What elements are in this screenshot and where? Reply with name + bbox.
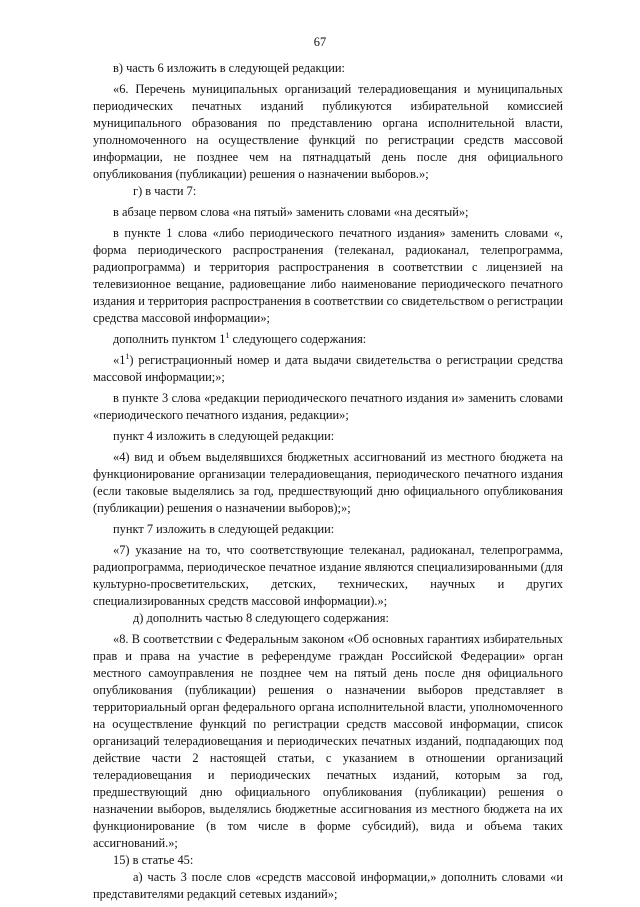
superscript: 1 [225,330,230,340]
paragraph: 15) в статье 45: [113,853,194,867]
document-body [93,60,563,907]
paragraph: в) часть 6 изложить в следующей редакции: [113,61,345,75]
paragraph: в абзаце первом слова «на пятый» заменить словами «на десятый»; [113,205,469,219]
paragraph-text: «1 [113,353,126,367]
paragraph: д) дополнить частью 8 следующего содержания: [133,611,389,625]
paragraph-text: дополнить пунктом 1 [113,332,226,346]
paragraph [93,331,563,348]
paragraph-text: ) регистрационный номер и дата выдачи свидетельства о регистрации средства массовой информации;»; [93,353,563,384]
paragraph: пункт 7 изложить в следующей редакции: [113,522,335,536]
paragraph: «8. В соответствии с Федеральным законом «Об основных гарантиях избирательных прав и права на участие в референдуме граждан Российской Федерации» орган местного самоуправления не позднее чем на пятый день после дня официального опубликования (публикации) решения о назначении выборов представляет в территориальный орган федерального органа исполнительной власти, уполномоченного на осуществление функций по регистрации средств массовой информации, список организаций телерадиовещания и периодических печатных изданий, подпадающих под действие части 2 настоящей статьи, с указанием в отношении организаций телерадиовещания и периодических печатных изданий, которым за год, предшествующий дню официального опубликования (публикации) решения о назначении выборов, выделялись бюджетные ассигнования из местного бюджета на их функционирование (в том числе в форме субсидий), вида и объема таких ассигнований.»; [93,632,563,850]
paragraph [93,352,563,386]
paragraph: в пункте 3 слова «редакции периодического печатного издания и» заменить словами «периодического печатного издания, редакции»; [93,391,563,422]
paragraph: «6. Перечень муниципальных организаций телерадиовещания и муниципальных периодических печатных изданий публикуются избирательной комиссией муниципального образования по представлению органа исполнительной власти, уполномоченного на осуществление функций по регистрации средств массовой информации, не позднее чем на пятнадцатый день после дня официального опубликования (публикации) решения о назначении выборов.»; [93,82,563,181]
paragraph: пункт 4 изложить в следующей редакции: [113,429,335,443]
paragraph: в пункте 1 слова «либо периодического печатного издания» заменить словами «, форма периодического распространения (телеканал, радиоканал, телепрограмма, радиопрограмма) и территория распространения в соответствии с лицензией на телевизионное вещание, радиовещание либо наименование периодического печатного издания и территория распространения в соответствии со свидетельством о регистрации средства массовой информации»; [93,226,563,325]
paragraph: «7) указание на то, что соответствующие телеканал, радиоканал, телепрограмма, радиопрограмма, периодическое печатное издание являются специализированными (для культурно-просветительских, детских, технических, научных и других специализированных средств массовой информации).»; [93,543,563,608]
paragraph-text: следующего содержания: [229,332,367,346]
paragraph: а) часть 3 после слов «средств массовой информации,» дополнить словами «и представителями редакций сетевых изданий»; [93,870,563,901]
page-number: 67 [313,35,327,49]
superscript: 1 [125,351,130,361]
paragraph: г) в части 7: [133,184,197,198]
paragraph: «4) вид и объем выделявшихся бюджетных ассигнований из местного бюджета на функционирование организации телерадиовещания, периодического печатного издания (если таковые выделялись за год, предшествующий дню официального опубликования (публикации) решения о назначении выборов);»; [93,450,563,515]
